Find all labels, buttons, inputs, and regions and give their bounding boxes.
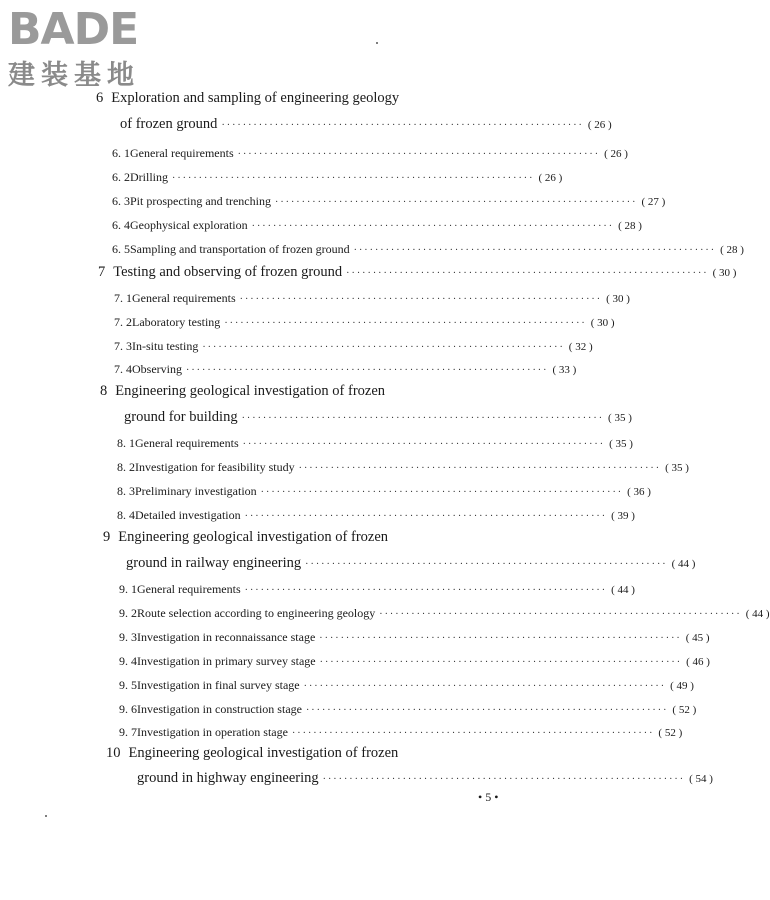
chapter-number: 10 bbox=[106, 745, 121, 761]
logo-chinese-text: 建装基地 bbox=[8, 60, 140, 91]
page-ref: ( 35 ) bbox=[609, 438, 633, 450]
leader-dots: ···································································· bbox=[322, 774, 686, 785]
section-number: 7. 3 bbox=[114, 339, 132, 353]
leader-dots: ···································································· bbox=[379, 609, 742, 620]
leader-dots: ···································································· bbox=[239, 294, 603, 305]
page-ref: ( 44 ) bbox=[745, 608, 770, 620]
section-number: 9. 4 bbox=[119, 654, 137, 668]
section-title: Investigation in reconnaissance stage bbox=[137, 630, 316, 644]
page-ref: ( 35 ) bbox=[665, 462, 689, 474]
leader-dots: ···································································· bbox=[303, 681, 667, 692]
page-ref: ( 30 ) bbox=[590, 317, 615, 329]
toc-entry-7-4 bbox=[114, 362, 577, 377]
section-title: General requirements bbox=[137, 582, 241, 596]
section-title: Investigation in operation stage bbox=[137, 725, 288, 739]
leader-dots: ···································································· bbox=[251, 221, 615, 232]
section-number: 6. 1 bbox=[112, 146, 130, 160]
section-title: Observing bbox=[132, 362, 182, 376]
page-ref: ( 28 ) bbox=[618, 220, 642, 232]
toc-entry-9-5 bbox=[119, 678, 694, 693]
leader-dots: ···································································· bbox=[260, 487, 624, 498]
toc-entry-7-1 bbox=[114, 291, 630, 306]
page-ref: ( 26 ) bbox=[587, 119, 612, 131]
section-number: 8. 3 bbox=[117, 484, 135, 498]
leader-dots: ···································································· bbox=[353, 245, 717, 256]
section-number: 9. 6 bbox=[119, 702, 137, 716]
chapter-title: ground in railway engineering bbox=[126, 555, 302, 571]
leader-dots: ···································································· bbox=[298, 463, 662, 474]
section-title: In-situ testing bbox=[132, 339, 199, 353]
section-title: Geophysical exploration bbox=[130, 218, 248, 232]
chapter-8-continuation bbox=[124, 409, 632, 426]
section-number: 7. 2 bbox=[114, 315, 132, 329]
section-title: Investigation for feasibility study bbox=[135, 460, 295, 474]
page-ref: ( 49 ) bbox=[670, 680, 694, 692]
toc-entry-9-4 bbox=[119, 654, 710, 669]
logo-wordmark: BADE bbox=[8, 4, 139, 55]
section-title: Laboratory testing bbox=[132, 315, 221, 329]
page-ref: ( 26 ) bbox=[604, 148, 628, 160]
page-ref: ( 28 ) bbox=[720, 244, 744, 256]
page-ref: ( 44 ) bbox=[611, 584, 635, 596]
toc-entry-7-3 bbox=[114, 339, 593, 354]
page-ref: ( 26 ) bbox=[538, 172, 563, 184]
section-number: 6. 4 bbox=[112, 218, 130, 232]
toc-entry-6-5 bbox=[112, 242, 744, 257]
chapter-10-heading bbox=[106, 745, 398, 762]
section-number: 9. 7 bbox=[119, 725, 137, 739]
toc-entry-8-3 bbox=[117, 484, 651, 499]
page-ref: ( 36 ) bbox=[627, 486, 651, 498]
leader-dots: ···································································· bbox=[305, 705, 669, 716]
chapter-6-continuation bbox=[120, 116, 612, 133]
toc-entry-6-1 bbox=[112, 146, 628, 161]
section-title: Investigation in construction stage bbox=[137, 702, 302, 716]
chapter-title: Testing and observing of frozen ground bbox=[113, 264, 343, 280]
chapter-10-continuation bbox=[137, 770, 713, 787]
section-number: 7. 1 bbox=[114, 291, 132, 305]
section-number: 8. 4 bbox=[117, 508, 135, 522]
chapter-title: ground in highway engineering bbox=[137, 770, 319, 786]
page-ref: ( 52 ) bbox=[672, 704, 697, 716]
leader-dots: ···································································· bbox=[241, 413, 605, 424]
chapter-title: Engineering geological investigation of frozen bbox=[128, 745, 399, 761]
section-title: General requirements bbox=[132, 291, 236, 305]
toc-entry-9-2 bbox=[119, 606, 770, 621]
chapter-title: Exploration and sampling of engineering geology bbox=[111, 90, 400, 106]
toc-entry-9-6 bbox=[119, 702, 697, 717]
section-title: Preliminary investigation bbox=[135, 484, 257, 498]
section-number: 9. 5 bbox=[119, 678, 137, 692]
page-ref: ( 30 ) bbox=[606, 293, 630, 305]
page-ref: ( 32 ) bbox=[568, 341, 593, 353]
leader-dots: ···································································· bbox=[224, 318, 587, 329]
page-ref: ( 45 ) bbox=[685, 632, 710, 644]
page-ref: ( 35 ) bbox=[608, 412, 632, 424]
section-title: Drilling bbox=[130, 170, 168, 184]
leader-dots: ···································································· bbox=[274, 197, 638, 208]
section-number: 9. 3 bbox=[119, 630, 137, 644]
leader-dots: ···································································· bbox=[346, 268, 709, 279]
leader-dots: ···································································· bbox=[244, 511, 608, 522]
chapter-title: Engineering geological investigation of frozen bbox=[118, 529, 389, 545]
leader-dots: ···································································· bbox=[244, 585, 608, 596]
section-title: General requirements bbox=[135, 436, 239, 450]
chapter-7-heading bbox=[98, 264, 737, 281]
page-ref: ( 46 ) bbox=[686, 656, 710, 668]
chapter-title: of frozen ground bbox=[120, 116, 218, 132]
page-number: • 5 • bbox=[478, 790, 499, 804]
chapter-title: Engineering geological investigation of frozen bbox=[115, 383, 386, 399]
page-ref: ( 39 ) bbox=[611, 510, 635, 522]
chapter-number: 6 bbox=[96, 90, 104, 106]
section-number: 8. 1 bbox=[117, 436, 135, 450]
page-ref: ( 33 ) bbox=[552, 364, 577, 376]
page-ref: ( 52 ) bbox=[658, 727, 683, 739]
chapter-title: ground for building bbox=[124, 409, 238, 425]
section-number: 6. 3 bbox=[112, 194, 130, 208]
section-title: Sampling and transportation of frozen ground bbox=[130, 242, 350, 256]
toc-entry-8-1 bbox=[117, 436, 633, 451]
section-number: 7. 4 bbox=[114, 362, 132, 376]
section-title: Route selection according to engineering geology bbox=[137, 606, 376, 620]
leader-dots: ···································································· bbox=[319, 633, 682, 644]
leader-dots: ···································································· bbox=[237, 149, 601, 160]
chapter-8-heading bbox=[100, 383, 385, 400]
chapter-9-heading bbox=[103, 529, 388, 546]
page-ref: ( 54 ) bbox=[689, 773, 713, 785]
chapter-number: 7 bbox=[98, 264, 106, 280]
section-number: 8. 2 bbox=[117, 460, 135, 474]
section-number: 6. 5 bbox=[112, 242, 130, 256]
toc-entry-6-4 bbox=[112, 218, 642, 233]
toc-entry-6-2 bbox=[112, 170, 563, 185]
section-title: Pit prospecting and trenching bbox=[130, 194, 271, 208]
leader-dots: ···································································· bbox=[202, 342, 565, 353]
leader-dots: ···································································· bbox=[186, 365, 549, 376]
section-number: 9. 1 bbox=[119, 582, 137, 596]
toc-entry-9-3 bbox=[119, 630, 710, 645]
chapter-number: 9 bbox=[103, 529, 111, 545]
leader-dots: ···································································· bbox=[242, 439, 606, 450]
section-number: 6. 2 bbox=[112, 170, 130, 184]
leader-dots: ···································································· bbox=[172, 173, 535, 184]
section-title: Detailed investigation bbox=[135, 508, 241, 522]
toc-entry-7-2 bbox=[114, 315, 615, 330]
leader-dots: ···································································· bbox=[305, 559, 668, 570]
toc-entry-6-3 bbox=[112, 194, 666, 209]
section-title: Investigation in primary survey stage bbox=[137, 654, 316, 668]
section-title: General requirements bbox=[130, 146, 234, 160]
toc-entry-8-4 bbox=[117, 508, 635, 523]
section-title: Investigation in final survey stage bbox=[137, 678, 300, 692]
page-ref: ( 27 ) bbox=[641, 196, 666, 208]
page-ref: ( 30 ) bbox=[712, 267, 737, 279]
page-ref: ( 44 ) bbox=[671, 558, 696, 570]
leader-dots: ···································································· bbox=[221, 120, 584, 131]
chapter-number: 8 bbox=[100, 383, 108, 399]
chapter-9-continuation bbox=[126, 555, 696, 572]
leader-dots: ···································································· bbox=[319, 657, 683, 668]
leader-dots: ···································································· bbox=[291, 728, 655, 739]
toc-entry-8-2 bbox=[117, 460, 689, 475]
toc-entry-9-1 bbox=[119, 582, 635, 597]
chapter-6-heading bbox=[96, 90, 399, 107]
toc-entry-9-7 bbox=[119, 725, 683, 740]
section-number: 9. 2 bbox=[119, 606, 137, 620]
